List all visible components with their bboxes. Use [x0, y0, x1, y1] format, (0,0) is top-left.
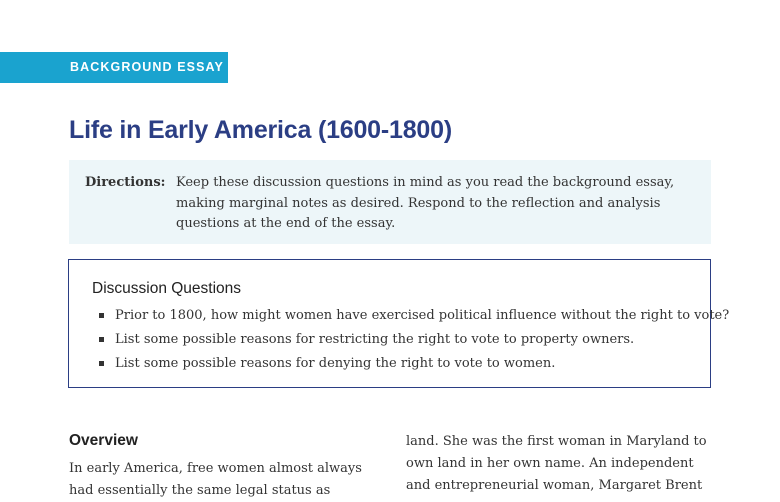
discussion-questions-box — [68, 259, 730, 388]
body-text-line: land. She was the first woman in Maryland to — [406, 434, 707, 449]
section-tag: BACKGROUND ESSAY — [0, 52, 228, 83]
discussion-questions-heading: Discussion Questions — [92, 280, 242, 297]
overview-right-column — [406, 431, 706, 497]
square-bullet-icon — [99, 337, 104, 342]
overview-heading: Overview — [69, 432, 138, 449]
body-text-line: own land in her own name. An independent — [406, 456, 694, 471]
question-text: List some possible reasons for restricting the right to vote to property owners. — [115, 332, 635, 347]
directions-label: Directions: — [85, 175, 166, 190]
page-title: Life in Early America (1600-1800) — [69, 116, 452, 144]
directions-box — [69, 160, 711, 244]
question-item — [99, 328, 729, 352]
square-bullet-icon — [99, 361, 104, 366]
directions-line: Keep these discussion questions in mind as you read the background essay, — [176, 175, 675, 190]
discussion-questions-list — [99, 304, 729, 376]
directions-text — [176, 173, 696, 235]
question-text: List some possible reasons for denying the right to vote to women. — [115, 356, 556, 371]
directions-line: making marginal notes as desired. Respond to the reflection and analysis — [176, 195, 661, 211]
question-item — [99, 352, 729, 376]
square-bullet-icon — [99, 313, 104, 318]
body-text-line: and entrepreneurial woman, Margaret Brent — [406, 478, 703, 493]
question-item — [99, 304, 729, 328]
question-text: Prior to 1800, how might women have exercised political influence without the right to vote? — [115, 308, 730, 323]
body-text-line: had essentially the same legal status as — [69, 483, 331, 498]
overview-left-column — [69, 458, 369, 502]
directions-line: questions at the end of the essay. — [176, 216, 396, 231]
body-text-line: In early America, free women almost always — [69, 461, 362, 476]
